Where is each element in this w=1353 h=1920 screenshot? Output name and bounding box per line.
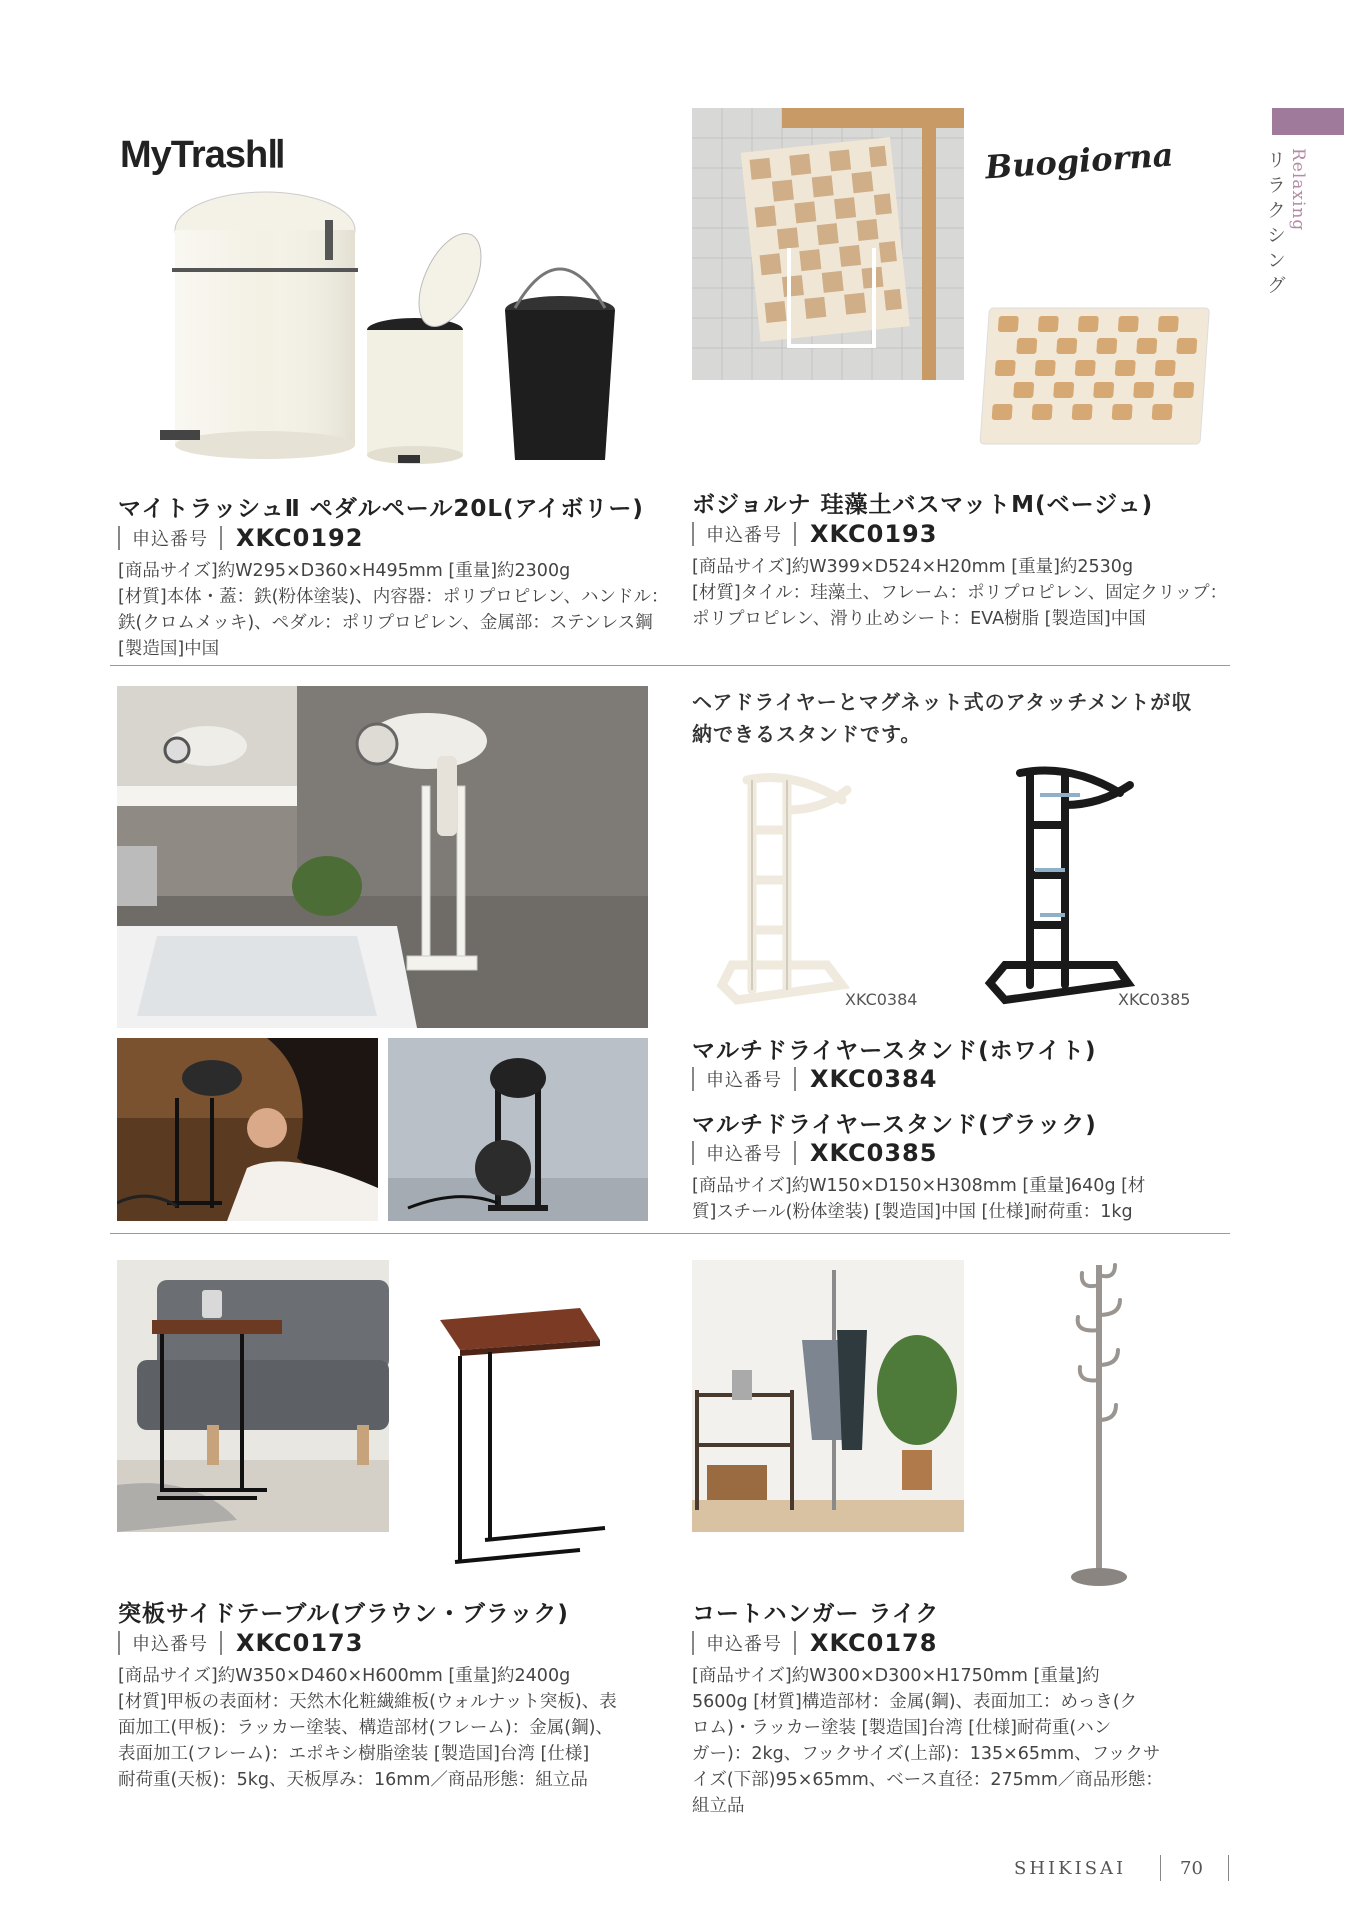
footer-divider	[1160, 1855, 1161, 1881]
hanger-spec	[692, 1663, 1163, 1819]
copy-line: 納できるスタンドです。	[692, 722, 922, 746]
spec-line: [商品サイズ]約W150×D150×H308mm [重量]640g [材	[692, 1176, 1146, 1196]
spec-line: [商品サイズ]約W399×D524×H20mm [重量]約2530g	[692, 557, 1134, 577]
trash-code-row	[118, 524, 363, 552]
bathmat-code-row	[692, 520, 937, 548]
trash-title: マイトラッシュⅡ ペダルペール20L(アイボリー)	[118, 496, 644, 522]
page-number: 70	[1180, 1858, 1203, 1879]
spec-line: 5600g [材質]構造部材：金属(鋼)、表面加工：めっき(ク	[692, 1692, 1138, 1712]
dryer-copy	[692, 686, 1192, 750]
code-label: 申込番号	[132, 529, 208, 550]
spec-line: 質]スチール(粉体塗装) [製造国]中国 [仕様]耐荷重：1kg	[692, 1202, 1133, 1222]
table-code-row	[118, 1629, 363, 1657]
hanger-product	[1060, 1255, 1140, 1595]
bathmat-logo: Buogiorna	[983, 135, 1175, 187]
trash-photo	[150, 190, 650, 480]
spec-line: [材質]甲板の表面材：天然木化粧繊維板(ウォルナット突板)、表	[118, 1692, 617, 1712]
caption-black: XKC0385	[1118, 990, 1191, 1009]
section-label-jp: リラクシング	[1264, 150, 1286, 300]
section-label-en: Relaxing	[1288, 148, 1308, 232]
table-photo-room	[117, 1260, 389, 1532]
spec-line: ポリプロピレン、滑り止めシート：EVA樹脂 [製造国]中国	[692, 609, 1146, 629]
table-code: XKC0173	[236, 1629, 364, 1657]
spec-line: ロム)・ラッカー塗装 [製造国]台湾 [仕様]耐荷重(ハン	[692, 1718, 1112, 1738]
dryer-main-photo	[117, 686, 648, 1028]
bathmat-spec	[692, 554, 1227, 632]
dryer-title-black: マルチドライヤースタンド(ブラック)	[692, 1112, 1097, 1138]
dryer-code-row-white	[692, 1065, 937, 1093]
section-divider	[110, 665, 1230, 666]
caption-white: XKC0384	[845, 990, 918, 1009]
code-label: 申込番号	[132, 1634, 208, 1655]
code-label: 申込番号	[706, 525, 782, 546]
bathmat-code: XKC0193	[810, 520, 938, 548]
spec-line: イズ(下部)95×65mm、ベース直径：275mm／商品形態：	[692, 1770, 1163, 1790]
hanger-code-row	[692, 1629, 937, 1657]
dryer-code-white: XKC0384	[810, 1065, 938, 1093]
hanger-title: コートハンガー ライク	[692, 1601, 940, 1627]
bathmat-photo	[692, 108, 964, 380]
section-divider	[110, 1233, 1230, 1234]
spec-line: [製造国]中国	[118, 639, 220, 659]
dryer-spec	[692, 1173, 1145, 1225]
dryer-stand-black	[980, 765, 1140, 1010]
dryer-photo-hair	[117, 1038, 378, 1221]
footer-brand: SHIKISAI	[1014, 1858, 1127, 1879]
trash-logo: MyTrashⅡ	[120, 134, 285, 176]
dryer-photo-black	[388, 1038, 648, 1221]
code-label: 申込番号	[706, 1634, 782, 1655]
bathmat-product	[978, 300, 1216, 450]
spec-line: [商品サイズ]約W295×D360×H495mm [重量]約2300g	[118, 561, 571, 581]
spec-line: [材質]タイル：珪藻土、フレーム：ポリプロピレン、固定クリップ：	[692, 583, 1228, 603]
spec-line: 鉄(クロムメッキ)、ペダル：ポリプロピレン、金属部：ステンレス鋼	[118, 613, 653, 633]
dryer-title-white: マルチドライヤースタンド(ホワイト)	[692, 1038, 1097, 1064]
spec-line: 耐荷重(天板)：5kg、天板厚み：16mm／商品形態：組立品	[118, 1770, 588, 1790]
code-label: 申込番号	[706, 1070, 782, 1091]
table-title: 突板サイドテーブル(ブラウン・ブラック)	[118, 1601, 569, 1627]
trash-spec	[118, 558, 668, 662]
table-product	[430, 1300, 610, 1580]
spec-line: 面加工(甲板)：ラッカー塗装、構造部材(フレーム)：金属(鋼)、	[118, 1718, 613, 1738]
spec-line: [商品サイズ]約W300×D300×H1750mm [重量]約	[692, 1666, 1100, 1686]
copy-line: ヘアドライヤーとマグネット式のアタッチメントが収	[692, 690, 1193, 714]
spec-line: [材質]本体・蓋：鉄(粉体塗装)、内容器：ポリプロピレン、ハンドル：	[118, 587, 669, 607]
trash-code: XKC0192	[236, 524, 364, 552]
spec-line: 表面加工(フレーム)：エポキシ樹脂塗装 [製造国]台湾 [仕様]	[118, 1744, 590, 1764]
table-spec	[118, 1663, 617, 1793]
dryer-stand-white	[712, 770, 852, 1010]
section-tab	[1272, 108, 1344, 135]
hanger-code: XKC0178	[810, 1629, 938, 1657]
dryer-code-row-black	[692, 1139, 937, 1167]
dryer-code-black: XKC0385	[810, 1139, 938, 1167]
spec-line: [商品サイズ]約W350×D460×H600mm [重量]約2400g	[118, 1666, 571, 1686]
spec-line: ガー)：2kg、フックサイズ(上部)：135×65mm、フックサ	[692, 1744, 1161, 1764]
code-label: 申込番号	[706, 1144, 782, 1165]
spec-line: 組立品	[692, 1796, 745, 1816]
hanger-photo-room	[692, 1260, 964, 1532]
bathmat-title: ボジョルナ 珪藻土バスマットM(ベージュ)	[692, 492, 1154, 518]
footer-divider	[1228, 1855, 1229, 1881]
